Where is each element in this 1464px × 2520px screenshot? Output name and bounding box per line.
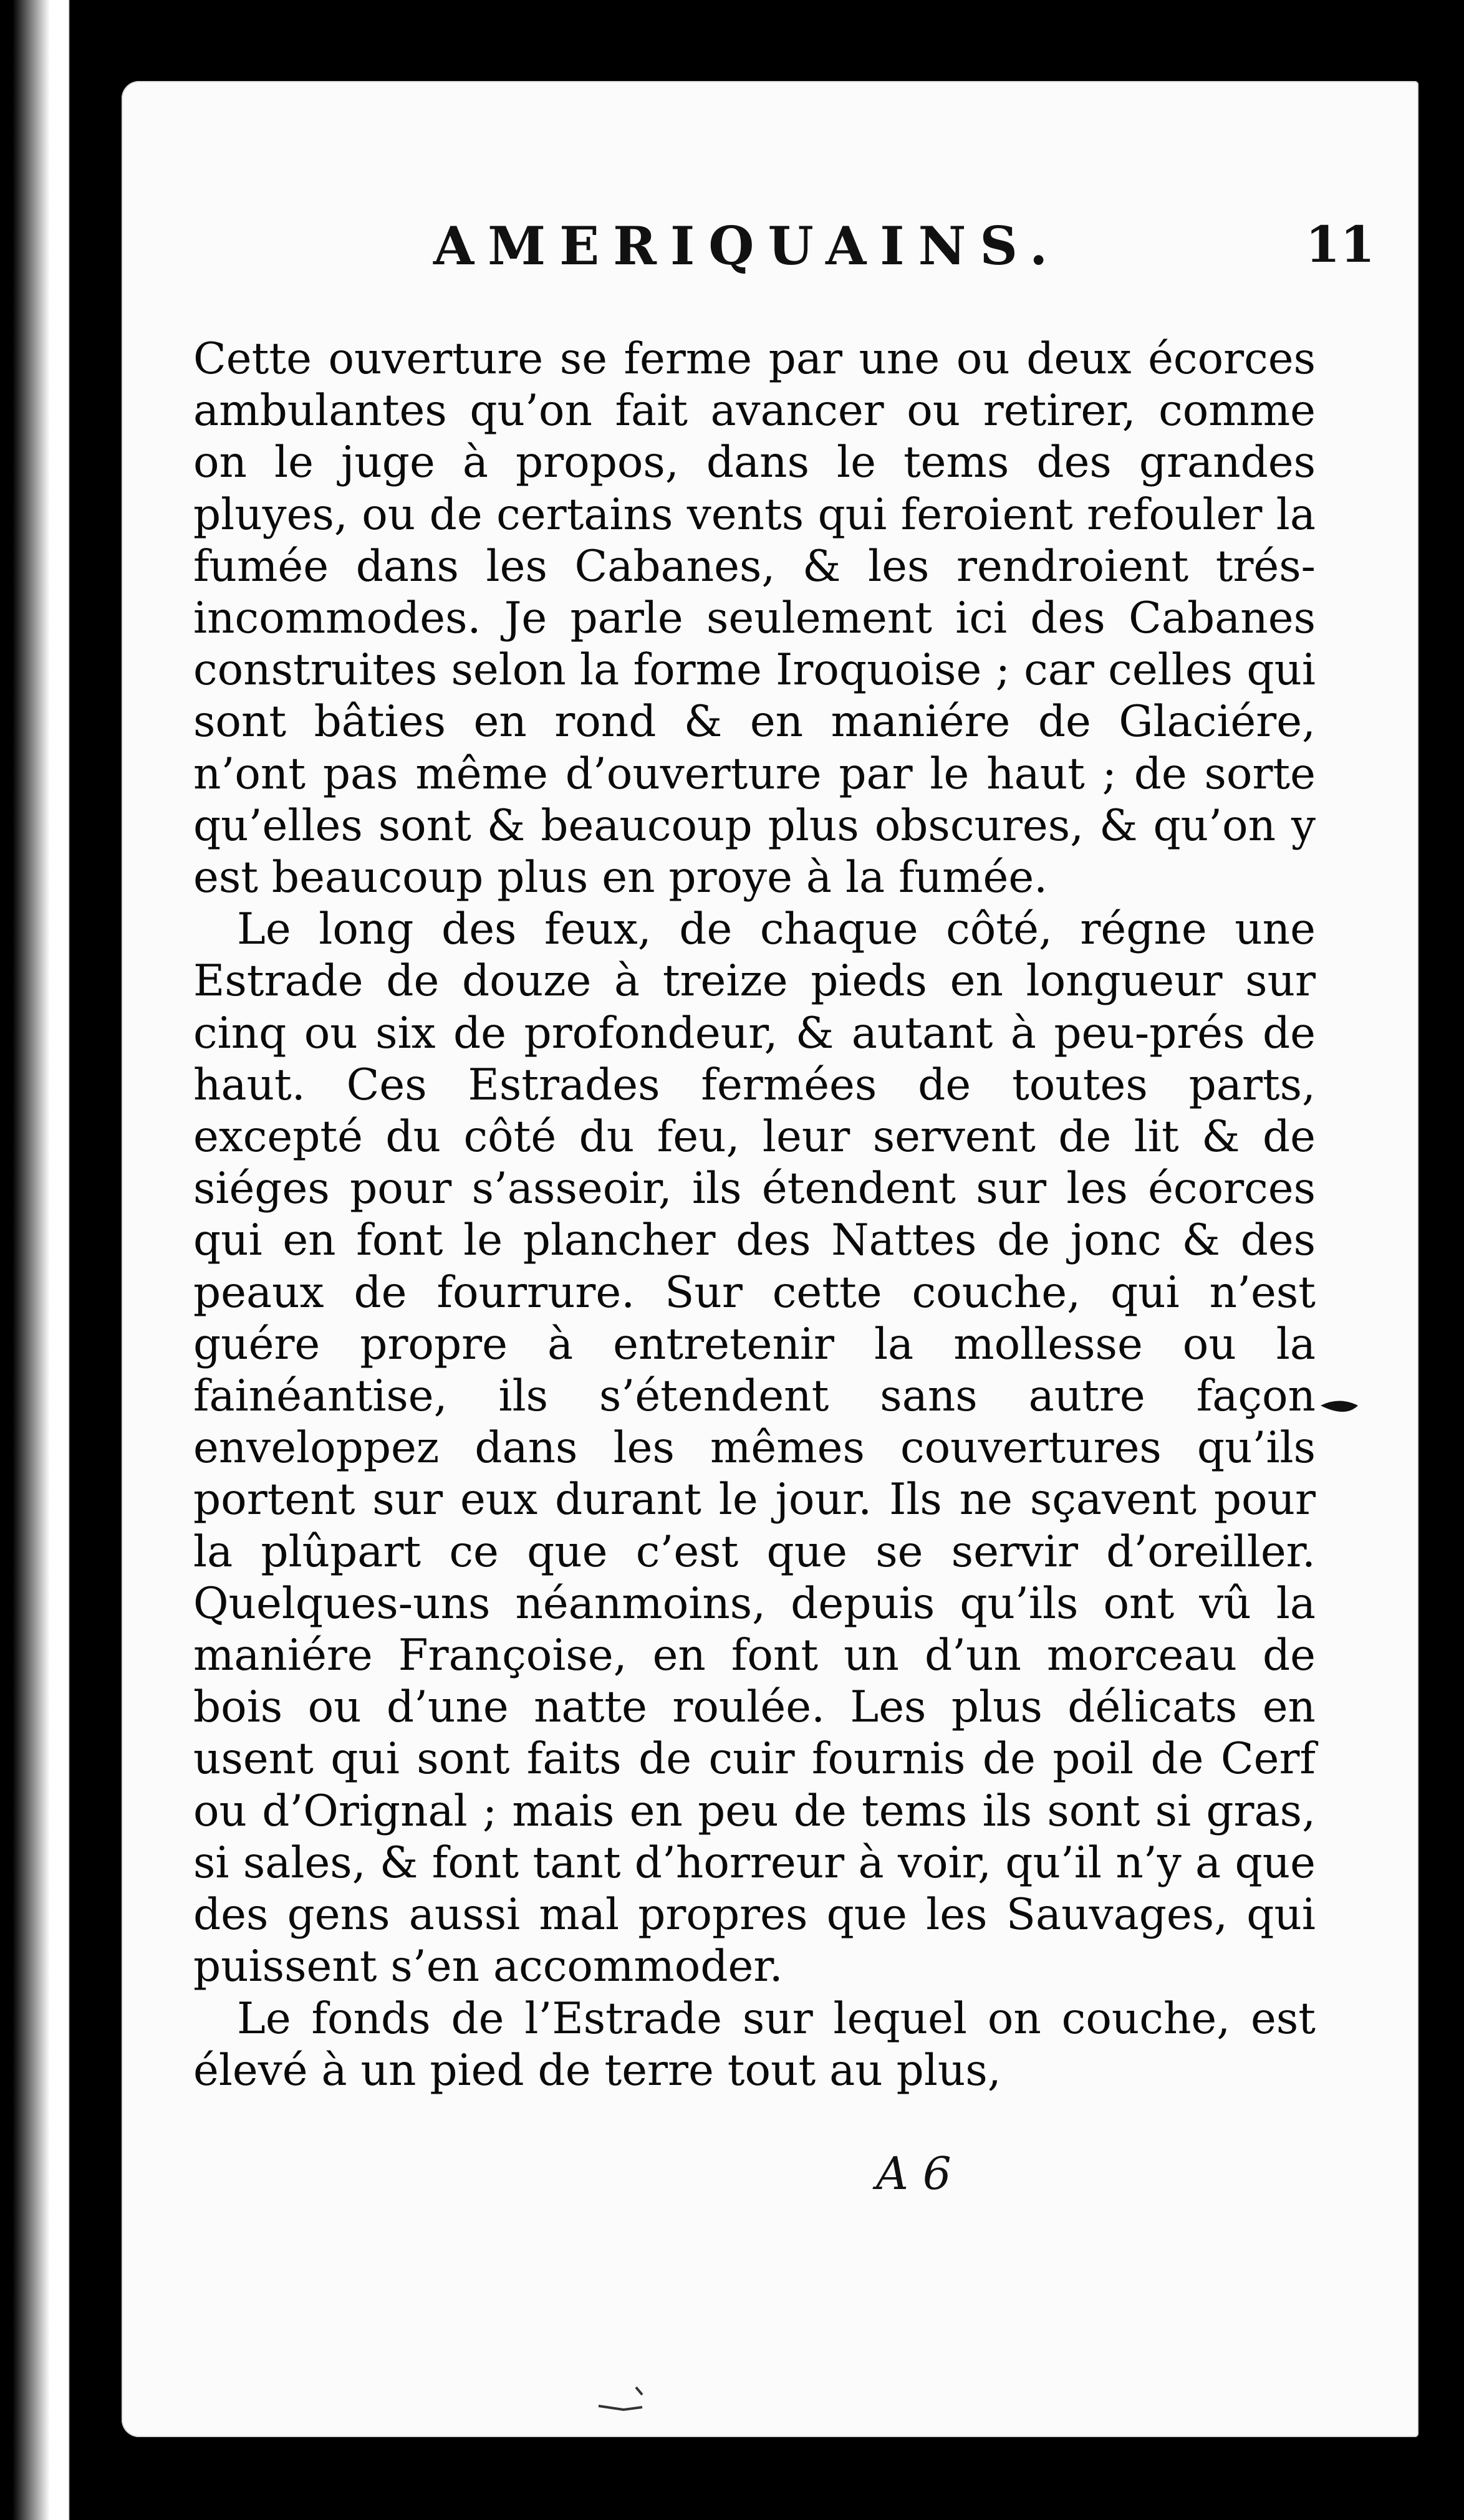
paragraph-1: Cette ouverture se ferme par une ou deux écorces ambulantes qu’on fait avancer ou retirer, comme on le juge à propos, dans le tems des grandes pluyes, ou de certains vents qui feroient refouler la fumée dans les Cabanes, & les rendroient trés-incommodes. Je parle seulement ici des Cabanes construites selon la forme Iroquoise ; car celles qui sont bâties en rond & en maniére de Glaciére, n’ont pas même d’ouverture par le haut ; de sorte qu’elles sont & beaucoup plus obscures, & qu’on y est beaucoup plus en proye à la fumée. [193, 334, 1316, 903]
page-header [122, 215, 1418, 302]
running-title: AMERIQUAINS. [433, 215, 1062, 277]
signature-mark: A 6 [876, 2147, 951, 2200]
body-text [193, 333, 1316, 2097]
book-page [122, 81, 1418, 2437]
binding-edge [0, 0, 125, 2520]
paragraph-3: Le fonds de l’Estrade sur lequel on couche, est élevé à un pied de terre tout au plus, [193, 1993, 1316, 2096]
page-number: 11 [1305, 215, 1375, 274]
paragraph-2: Le long des feux, de chaque côté, régne une Estrade de douze à treize pieds en longueur sur cinq ou six de profondeur, & autant à peu-prés de haut. Ces Estrades fermées de toutes parts, excepté du côté du feu, leur servent de lit & de siéges pour s’asseoir, ils étendent sur les écorces qui en font le plancher des Nattes de jonc & des peaux de fourrure. Sur cette couche, qui n’est guére propre à entretenir la mollesse ou la fainéantise, ils s’étendent sans autre façon enveloppez dans les mêmes couvertures qu’ils portent sur eux durant le jour. Ils ne sçavent pour la plûpart ce que c’est que se servir d’oreiller. Quelques-uns néanmoins, depuis qu’ils ont vû la maniére Françoise, en font un d’un morceau de bois ou d’une natte roulée. Les plus délicats en usent qui sont faits de cuir fournis de poil de Cerf ou d’Orignal ; mais en peu de tems ils sont si gras, si sales, & font tant d’horreur à voir, qu’il n’y a que des gens aussi mal propres que les Sauvages, qui puissent s’en accommoder. [193, 904, 1316, 1992]
